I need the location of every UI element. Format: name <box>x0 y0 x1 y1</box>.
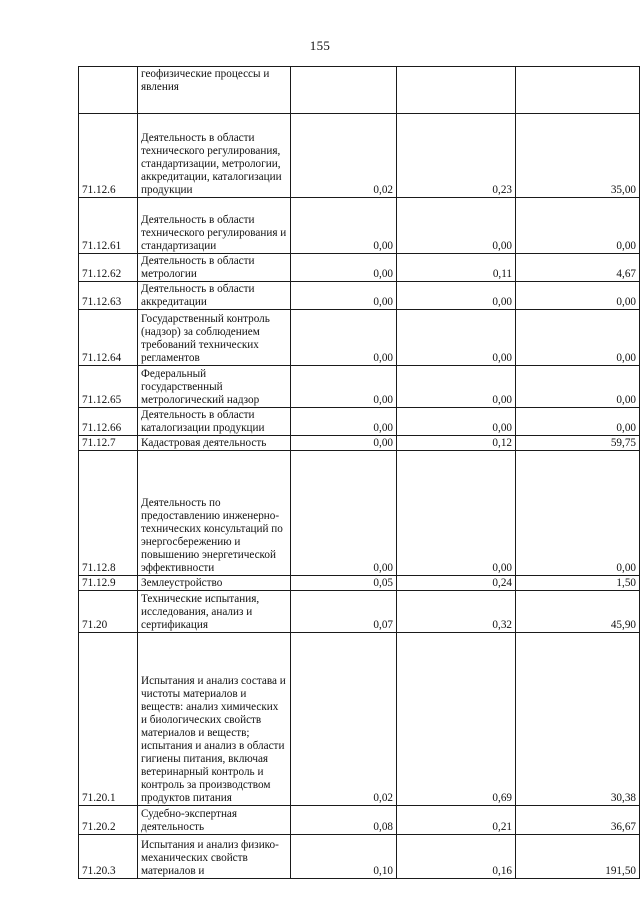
value-1-cell: 0,00 <box>291 282 397 310</box>
activity-name-cell <box>138 835 291 879</box>
activity-name-cell <box>138 806 291 835</box>
activity-name-cell <box>138 591 291 633</box>
activity-name-cell <box>138 310 291 366</box>
activity-name-cell <box>138 282 291 310</box>
okved-code-cell: 71.12.61 <box>79 198 138 254</box>
value-1-cell: 0,07 <box>291 591 397 633</box>
value-2-cell: 0,00 <box>397 282 516 310</box>
value-3-cell <box>516 67 640 114</box>
table-body <box>79 67 640 879</box>
value-2-cell: 0,00 <box>397 310 516 366</box>
activity-name-cell <box>138 254 291 282</box>
activity-name-text: Испытания и анализ состава и чистоты материалов и веществ: анализ химических и биологических свойств материалов и веществ; испытания и анализ в области гигиены питания, включая ветеринарный контроль и контроль за производством продуктов питания <box>141 675 286 804</box>
value-1-cell: 0,00 <box>291 436 397 451</box>
table-row <box>79 806 640 835</box>
value-1-cell: 0,00 <box>291 408 397 436</box>
value-2-cell: 0,12 <box>397 436 516 451</box>
value-1-cell: 0,10 <box>291 835 397 879</box>
activity-name-cell <box>138 114 291 198</box>
okved-code-cell: 71.12.64 <box>79 310 138 366</box>
value-3-cell: 30,38 <box>516 633 640 806</box>
value-2-cell: 0,32 <box>397 591 516 633</box>
value-2-cell <box>397 67 516 114</box>
value-1-cell <box>291 67 397 114</box>
value-2-cell: 0,00 <box>397 366 516 408</box>
value-3-cell: 0,00 <box>516 366 640 408</box>
activity-name-text: Кадастровая деятельность <box>141 437 267 449</box>
table-row <box>79 67 640 114</box>
okved-code-cell: 71.12.62 <box>79 254 138 282</box>
value-3-cell: 0,00 <box>516 408 640 436</box>
value-3-cell: 0,00 <box>516 198 640 254</box>
classifier-table <box>78 66 640 879</box>
table-row <box>79 576 640 591</box>
activity-name-text: Деятельность в области технического регулирования, стандартизации, метрологии, аккредитации, каталогизации продукции <box>141 132 282 196</box>
table-row <box>79 835 640 879</box>
value-2-cell: 0,00 <box>397 408 516 436</box>
activity-name-text: Федеральный государственный метрологический надзор <box>141 368 260 406</box>
activity-name-text: Деятельность в области метрологии <box>141 255 255 280</box>
table-row <box>79 436 640 451</box>
activity-name-text: Деятельность по предоставлению инженерно-технических консультаций по энергосбережению и повышению энергетической эффективности <box>141 497 283 574</box>
okved-code-cell: 71.20 <box>79 591 138 633</box>
okved-code-cell: 71.20.1 <box>79 633 138 806</box>
value-1-cell: 0,00 <box>291 198 397 254</box>
table-row <box>79 591 640 633</box>
value-1-cell: 0,02 <box>291 633 397 806</box>
okved-code-cell: 71.20.3 <box>79 835 138 879</box>
activity-name-text: Землеустройство <box>141 577 223 589</box>
activity-name-cell <box>138 366 291 408</box>
activity-name-cell <box>138 436 291 451</box>
value-1-cell: 0,02 <box>291 114 397 198</box>
activity-name-cell <box>138 576 291 591</box>
table-row <box>79 633 640 806</box>
okved-code-cell: 71.12.6 <box>79 114 138 198</box>
value-2-cell: 0,23 <box>397 114 516 198</box>
value-3-cell: 0,00 <box>516 282 640 310</box>
value-2-cell: 0,00 <box>397 451 516 576</box>
activity-name-cell <box>138 451 291 576</box>
okved-code-cell: 71.12.8 <box>79 451 138 576</box>
activity-name-text: Судебно-экспертная деятельность <box>141 808 238 833</box>
value-3-cell: 36,67 <box>516 806 640 835</box>
activity-name-text: геофизические процессы и явления <box>141 68 270 93</box>
okved-code-cell: 71.12.9 <box>79 576 138 591</box>
value-2-cell: 0,21 <box>397 806 516 835</box>
activity-name-text: Государственный контроль (надзор) за соблюдением требований технических регламентов <box>141 313 270 364</box>
table-row <box>79 310 640 366</box>
activity-name-text: Технические испытания, исследования, анализ и сертификация <box>141 593 260 631</box>
value-3-cell: 35,00 <box>516 114 640 198</box>
okved-code-cell: 71.12.63 <box>79 282 138 310</box>
table-row <box>79 282 640 310</box>
value-3-cell: 191,50 <box>516 835 640 879</box>
table-row <box>79 408 640 436</box>
value-1-cell: 0,00 <box>291 254 397 282</box>
activity-name-text: Деятельность в области каталогизации продукции <box>141 409 265 434</box>
okved-code-cell: 71.20.2 <box>79 806 138 835</box>
okved-code-cell: 71.12.7 <box>79 436 138 451</box>
okved-code-cell <box>79 67 138 114</box>
value-3-cell: 1,50 <box>516 576 640 591</box>
activity-name-text: Деятельность в области технического регулирования и стандартизации <box>141 214 287 252</box>
value-2-cell: 0,00 <box>397 198 516 254</box>
value-3-cell: 4,67 <box>516 254 640 282</box>
value-1-cell: 0,00 <box>291 366 397 408</box>
table-row <box>79 114 640 198</box>
page-number: 155 <box>309 38 331 53</box>
table-row <box>79 254 640 282</box>
value-2-cell: 0,24 <box>397 576 516 591</box>
value-3-cell: 59,75 <box>516 436 640 451</box>
table-row <box>79 451 640 576</box>
activity-name-cell <box>138 67 291 114</box>
activity-name-cell <box>138 633 291 806</box>
value-2-cell: 0,69 <box>397 633 516 806</box>
value-2-cell: 0,11 <box>397 254 516 282</box>
activity-name-cell <box>138 408 291 436</box>
value-3-cell: 0,00 <box>516 451 640 576</box>
value-1-cell: 0,00 <box>291 310 397 366</box>
table-row <box>79 198 640 254</box>
okved-code-cell: 71.12.66 <box>79 408 138 436</box>
value-1-cell: 0,08 <box>291 806 397 835</box>
activity-name-text: Испытания и анализ физико-механических свойств материалов и <box>141 839 279 877</box>
value-1-cell: 0,00 <box>291 451 397 576</box>
table-row <box>79 366 640 408</box>
activity-name-cell <box>138 198 291 254</box>
value-3-cell: 45,90 <box>516 591 640 633</box>
value-2-cell: 0,16 <box>397 835 516 879</box>
value-3-cell: 0,00 <box>516 310 640 366</box>
value-1-cell: 0,05 <box>291 576 397 591</box>
activity-name-text: Деятельность в области аккредитации <box>141 283 255 308</box>
okved-code-cell: 71.12.65 <box>79 366 138 408</box>
